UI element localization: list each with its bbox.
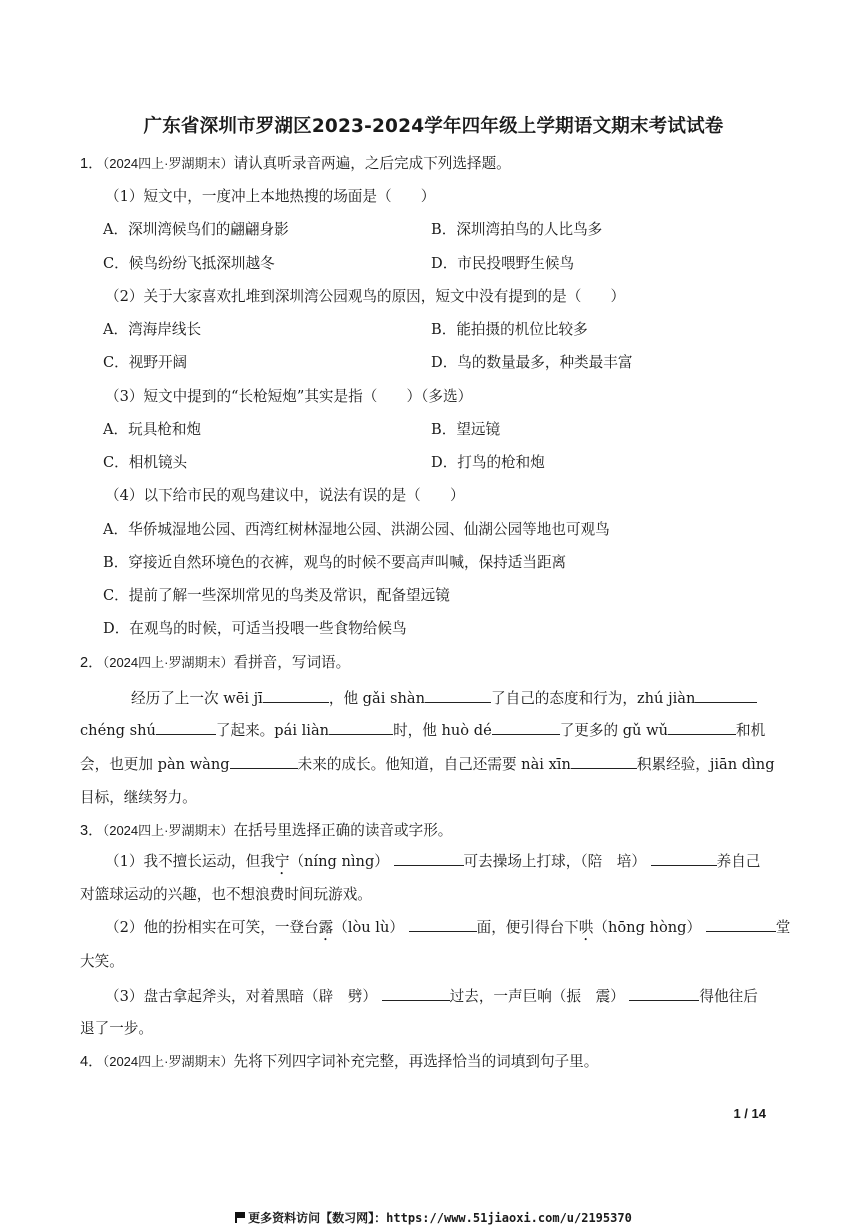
text-segment: （2）他的扮相实在可笑，一登台: [105, 919, 319, 936]
text-segment: （lòu lù）: [333, 919, 404, 936]
text-segment: 积累经验，: [636, 756, 710, 773]
q1-sub3-option-a: A．玩具枪和炮: [103, 421, 202, 438]
answer-blank[interactable]: [409, 917, 477, 932]
text-segment: 堂: [775, 919, 791, 936]
answer-blank[interactable]: [629, 986, 699, 1001]
q1-sub1-prompt: （1）短文中，一度冲上本地热搜的场面是（ ）: [105, 188, 436, 205]
question-1: [80, 154, 511, 174]
answer-blank[interactable]: [668, 720, 736, 735]
question-number: 3．: [80, 823, 103, 839]
question-2: [80, 653, 350, 673]
q1-sub3-option-c: C．相机镜头: [103, 454, 188, 471]
answer-blank[interactable]: [425, 688, 491, 703]
text-segment: 会，也更加: [80, 756, 158, 773]
answer-blank[interactable]: [571, 754, 637, 769]
answer-blank[interactable]: [382, 986, 450, 1001]
page-number: 1 / 14: [733, 1106, 766, 1121]
answer-blank[interactable]: [156, 720, 216, 735]
q1-sub3-prompt: （3）短文中提到的“长枪短炮”其实是指（ ）（多选）: [105, 388, 473, 405]
text-segment: （1）我不擅长运动，但我: [105, 853, 275, 870]
q3-part2-line-2: 大笑。: [80, 953, 124, 970]
text-segment: 可去操场上打球，（陪 培）: [463, 853, 646, 870]
question-stem: 先将下列四字词补充完整，再选择恰当的词填到句子里。: [233, 1053, 599, 1070]
answer-blank[interactable]: [695, 688, 757, 703]
footer-text: 更多资料访问【数习网】：https://www.51jiaoxi.com/u/2195370: [248, 1211, 632, 1225]
q1-sub3-option-d: D．打鸟的枪和炮: [431, 454, 545, 471]
question-number: 4．: [80, 1054, 103, 1070]
pinyin-label: zhú jiàn: [636, 690, 696, 707]
text-segment: 养自己: [716, 853, 761, 870]
question-4: [80, 1052, 598, 1072]
q1-sub4-option-b: B．穿接近自然环境色的衣裤，观鸟的时候不要高声叫喊，保持适当距离: [103, 554, 567, 571]
q1-sub2-option-b: B．能拍摄的机位比较多: [431, 321, 588, 338]
q1-sub4-option-a: A．华侨城湿地公园、西湾红树林湿地公园、洪湖公园、仙湖公园等地也可观鸟: [103, 521, 610, 538]
text-segment: 经历了上一次: [131, 690, 224, 707]
text-segment: 了自己的态度和行为，: [491, 690, 637, 707]
text-segment: （3）盘古拿起斧头，对着黑暗（辟 劈）: [105, 988, 377, 1005]
q3-part3-line-2: 退了一步。: [80, 1020, 153, 1037]
pinyin-label: chéng shú: [80, 722, 156, 739]
text-segment: 了起来。: [215, 722, 275, 739]
flag-icon: [235, 1212, 245, 1223]
pinyin-label: pàn wàng: [157, 756, 230, 773]
emphasized-char: 哄: [578, 919, 594, 936]
q1-sub1-option-b: B．深圳湾拍鸟的人比鸟多: [431, 221, 603, 238]
pinyin-label: wēi jī: [223, 690, 263, 707]
pinyin-label: gǔ wǔ: [622, 722, 668, 739]
q3-part2-line-1: [105, 917, 790, 944]
q1-sub2-option-c: C．视野开阔: [103, 354, 188, 371]
q1-sub4-option-d: D．在观鸟的时候，可适当投喂一些食物给候鸟: [103, 620, 407, 637]
text-segment: （níng nìng）: [289, 853, 389, 870]
q3-part1-line-2: 对篮球运动的兴趣，也不想浪费时间玩游戏。: [80, 886, 372, 903]
q1-sub1-option-c: C．候鸟纷纷飞抵深圳越冬: [103, 255, 275, 272]
answer-blank[interactable]: [492, 720, 560, 735]
emphasized-char: 露: [318, 919, 334, 936]
text-segment: 了更多的: [559, 722, 623, 739]
q1-sub2-prompt: （2）关于大家喜欢扎堆到深圳湾公园观鸟的原因，短文中没有提到的是（ ）: [105, 288, 626, 305]
text-segment: 面，便引得台下: [476, 919, 579, 936]
pinyin-label: pái liàn: [274, 722, 330, 739]
pinyin-label: huò dé: [441, 722, 492, 739]
question-source: （2024四上·罗湖期末）: [102, 1054, 234, 1069]
answer-blank[interactable]: [230, 754, 298, 769]
answer-blank[interactable]: [706, 917, 776, 932]
question-number: 1．: [80, 156, 103, 172]
answer-blank[interactable]: [394, 851, 464, 866]
footer-link[interactable]: [0, 1209, 867, 1226]
q1-sub2-option-d: D．鸟的数量最多，种类最丰富: [431, 354, 633, 371]
emphasized-char: 宁: [274, 853, 290, 870]
q1-sub4-prompt: （4）以下给市民的观鸟建议中，说法有误的是（ ）: [105, 487, 465, 504]
q1-sub2-option-a: A．湾海岸线长: [103, 321, 202, 338]
q2-text-line-4: 目标，继续努力。: [80, 789, 197, 806]
text-segment: 得他往后: [699, 988, 758, 1005]
answer-blank[interactable]: [263, 688, 329, 703]
q1-sub3-option-b: B．望远镜: [431, 421, 501, 438]
q2-text-line-2: [80, 720, 765, 741]
q3-part1-line-1: [105, 851, 760, 878]
text-segment: 过去，一声巨响（振 震）: [449, 988, 625, 1005]
question-source: （2024四上·罗湖期末）: [102, 823, 234, 838]
pinyin-label: gǎi shàn: [362, 690, 426, 707]
question-source: （2024四上·罗湖期末）: [102, 156, 234, 171]
q2-text-line-3: [80, 754, 775, 775]
question-number: 2．: [80, 655, 103, 671]
answer-blank[interactable]: [329, 720, 393, 735]
text-segment: 和机: [736, 722, 766, 739]
question-source: （2024四上·罗湖期末）: [102, 655, 234, 670]
answer-blank[interactable]: [651, 851, 717, 866]
pinyin-label: nài xīn: [521, 756, 571, 773]
q1-sub1-option-d: D．市民投喂野生候鸟: [431, 255, 575, 272]
q1-sub1-option-a: A．深圳湾候鸟们的翩翩身影: [103, 221, 289, 238]
question-stem: 看拼音，写词语。: [233, 654, 351, 671]
question-3: [80, 821, 452, 841]
pinyin-label: jiān dìng: [709, 756, 775, 773]
text-segment: 未来的成长。他知道，自己还需要: [297, 756, 522, 773]
q3-part3-line-1: [105, 986, 758, 1007]
question-stem: 请认真听录音两遍，之后完成下列选择题。: [233, 155, 511, 172]
text-segment: ，他: [328, 690, 363, 707]
text-segment: 时，他: [393, 722, 442, 739]
document-title: 广东省深圳市罗湖区2023-2024学年四年级上学期语文期末考试试卷: [143, 116, 724, 137]
q1-sub4-option-c: C．提前了解一些深圳常见的鸟类及常识，配备望远镜: [103, 587, 450, 604]
q2-text-line-1: [131, 688, 757, 709]
question-stem: 在括号里选择正确的读音或字形。: [233, 822, 453, 839]
text-segment: （hōng hòng）: [593, 919, 702, 936]
